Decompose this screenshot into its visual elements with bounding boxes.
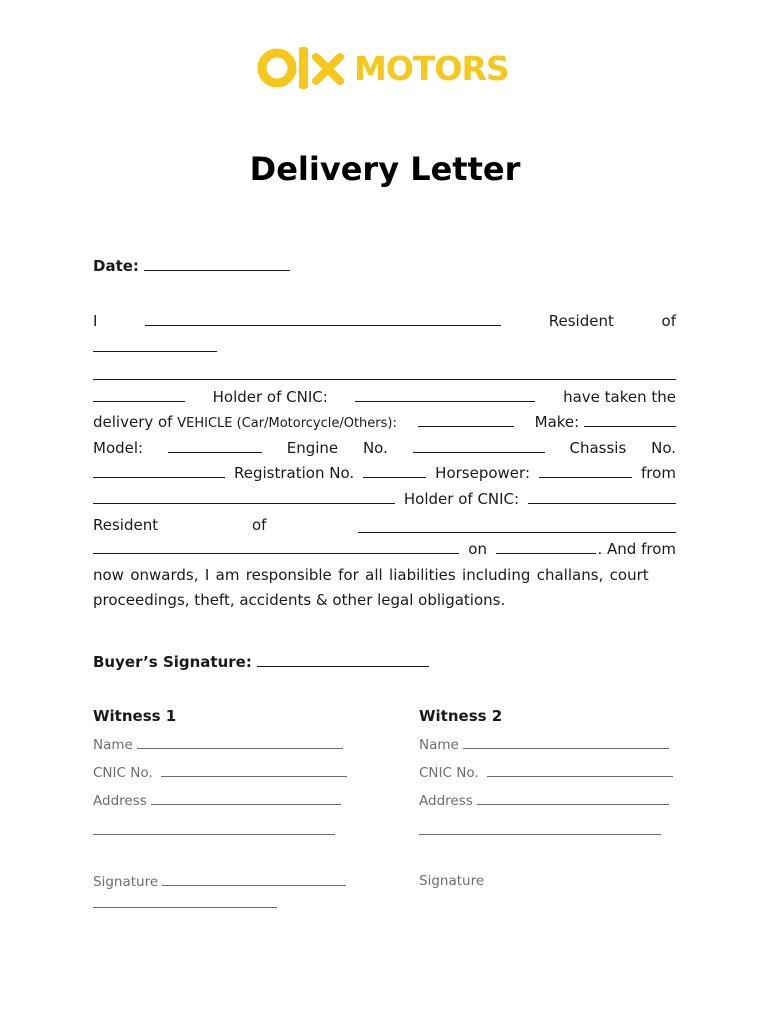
- of-2-label: of: [252, 516, 267, 534]
- witness-1-name-field: [93, 736, 343, 753]
- date-field: [93, 256, 290, 276]
- body-line-2: [93, 337, 217, 357]
- witness-1-address-blank[interactable]: [151, 792, 341, 805]
- witness-1-address-field: [93, 792, 341, 809]
- registration-blank[interactable]: [363, 463, 426, 478]
- registration-label: Registration No.: [234, 464, 355, 482]
- olx-logo-mark-icon: [256, 44, 348, 92]
- have-taken-label: have taken the: [563, 388, 676, 406]
- olx-motors-logo: [256, 44, 509, 92]
- witness-2-name-label: Name: [419, 737, 459, 753]
- model-label: Model:: [93, 439, 144, 457]
- resident-2-label: Resident: [93, 516, 159, 534]
- seller-cnic-blank[interactable]: [528, 489, 676, 504]
- witness-1-name-label: Name: [93, 737, 133, 753]
- residence-blank[interactable]: [93, 337, 217, 352]
- witness-2-name-blank[interactable]: [463, 736, 669, 749]
- witness-2-address-label: Address: [419, 793, 473, 809]
- make-label: Make:: [534, 413, 580, 431]
- delivery-date-blank[interactable]: [496, 539, 596, 554]
- buyer-signature-field: [93, 652, 429, 672]
- logo-text: MOTORS: [354, 48, 509, 88]
- chassis-no-label: No.: [651, 439, 676, 457]
- on-label: on: [468, 540, 487, 558]
- date-label: Date:: [93, 257, 139, 275]
- horsepower-label: Horsepower:: [435, 464, 530, 482]
- resident-label: Resident: [548, 312, 614, 330]
- buyer-signature-blank[interactable]: [257, 652, 429, 667]
- witness-1-signature-field: [93, 873, 346, 890]
- delivery-of-label: delivery of: [93, 413, 173, 431]
- cnic-blank[interactable]: [355, 387, 535, 402]
- seller-address-blank[interactable]: [93, 539, 459, 554]
- seller-cnic-label: Holder of CNIC:: [403, 490, 520, 508]
- address-cont-blank[interactable]: [93, 387, 185, 402]
- witness-2-cnic-blank[interactable]: [487, 764, 673, 777]
- witness-1-name-blank[interactable]: [137, 736, 343, 749]
- date-blank[interactable]: [144, 256, 290, 271]
- witness-1-cnic-label: CNIC No.: [93, 765, 153, 781]
- of-label: of: [661, 312, 676, 330]
- model-blank[interactable]: [168, 438, 262, 453]
- body-line-3: [93, 387, 676, 407]
- chassis-no-blank[interactable]: [93, 463, 225, 478]
- address-blank[interactable]: [93, 378, 676, 380]
- buyer-signature-label: Buyer’s Signature:: [93, 653, 252, 671]
- witness-1-cnic-blank[interactable]: [161, 764, 347, 777]
- seller-name-blank[interactable]: [93, 489, 395, 504]
- witness-2-address-blank-2[interactable]: [419, 833, 661, 835]
- engine-no-label: No.: [362, 439, 388, 457]
- witness-2-cnic-field: [419, 764, 673, 781]
- engine-no-blank[interactable]: [413, 438, 545, 453]
- witness-2-cnic-label: CNIC No.: [419, 765, 479, 781]
- body-line-7: [93, 489, 676, 509]
- witness-2-heading: Witness 2: [419, 707, 503, 725]
- body-line-6: [93, 463, 676, 483]
- body-line-9: [93, 539, 676, 559]
- witness-2-address-field: [419, 792, 669, 809]
- witness-1-address-label: Address: [93, 793, 147, 809]
- witness-1-cnic-field: [93, 764, 347, 781]
- body-line-4: [93, 412, 676, 434]
- responsibility-line: now onwards, I am responsible for all liabilities including challans, court: [93, 566, 649, 584]
- name-blank[interactable]: [145, 311, 501, 326]
- witness-2-signature-label: Signature: [419, 873, 485, 889]
- page-title: Delivery Letter: [249, 150, 521, 188]
- chassis-label: Chassis: [569, 439, 627, 457]
- body-line-5: [93, 438, 676, 458]
- witness-2-name-field: [419, 736, 669, 753]
- horsepower-blank[interactable]: [539, 463, 632, 478]
- make-blank[interactable]: [584, 412, 676, 427]
- engine-label: Engine: [286, 439, 339, 457]
- witness-1-signature-blank-2[interactable]: [93, 906, 277, 908]
- vehicle-blank[interactable]: [418, 412, 514, 427]
- witness-1-signature-label: Signature: [93, 874, 159, 890]
- body-line-1: [93, 311, 676, 331]
- proceedings-line: proceedings, theft, accidents & other legal obligations.: [93, 591, 506, 609]
- from-label: from: [641, 464, 676, 482]
- witness-2-address-blank[interactable]: [477, 792, 669, 805]
- holder-cnic-label: Holder of CNIC:: [212, 388, 328, 406]
- and-from-text: . And from: [597, 540, 676, 558]
- seller-residence-blank[interactable]: [358, 531, 676, 533]
- body-i: I: [93, 312, 98, 330]
- vehicle-label: VEHICLE (Car/Motorcycle/Others):: [177, 416, 397, 431]
- witness-1-heading: Witness 1: [93, 707, 177, 725]
- witness-1-address-blank-2[interactable]: [93, 833, 335, 835]
- witness-1-signature-blank[interactable]: [162, 873, 346, 886]
